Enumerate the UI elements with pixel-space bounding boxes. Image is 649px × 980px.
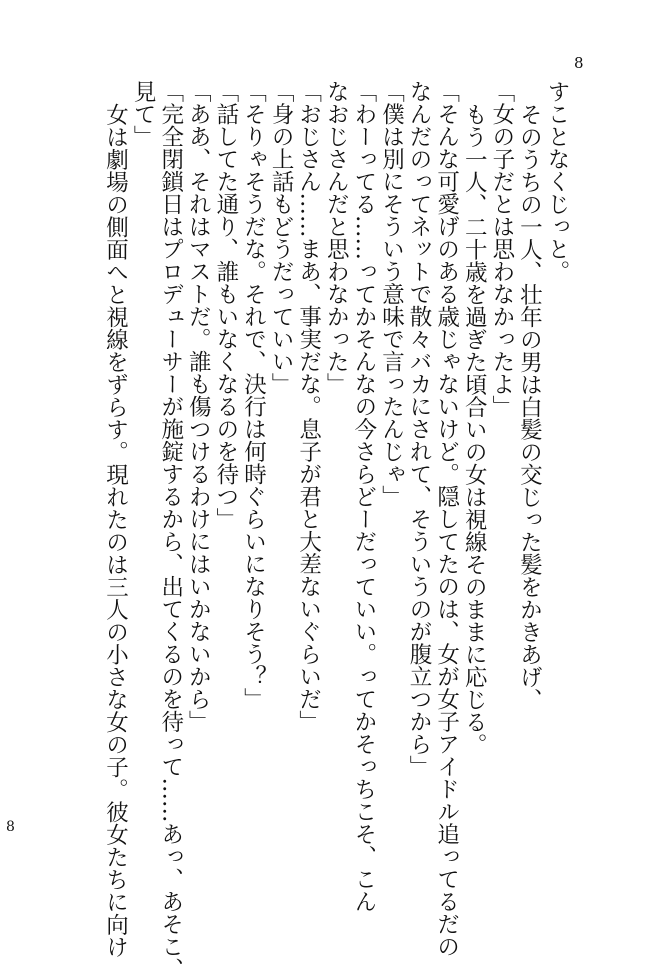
text-line: 「おじさん……まあ、事実だな。息子が君と大差ないぐらいだ」 (295, 80, 322, 733)
text-line: すことなくじっと。 (544, 80, 570, 283)
text-line: 見て」 (130, 80, 157, 148)
text-line: 「完全閉鎖日はプロデューサーが施錠するから、出てくるのを待って……あっ、あそこ、 (157, 80, 184, 980)
text-line: 「話してた通り、誰もいなくなるのを待つ」 (212, 80, 239, 530)
text-line: 「身の上話もどうだっていい」 (268, 80, 295, 395)
text-line: なんだのってネットで散々バカにされて、そういうのが腹立つから」 (406, 80, 433, 778)
text-line: 「ああ、それはマストだ。誰も傷つけるわけにはいかないから」 (185, 80, 212, 733)
text-line: 「僕は別にそういう意味で言ったんじゃ」 (378, 80, 405, 508)
text-line: 「そりゃそうだな。それで、決行は何時ぐらいになりそう？」 (240, 80, 267, 710)
text-line: なおじさんだと思わなかった」 (323, 80, 350, 395)
text-line: もう一人、二十歳を過ぎた頃合いの女は視線そのままに応じる。 (461, 102, 488, 755)
text-line: 「わーってる……ってかそんなの今さらどーだっていい。ってかそっちこそ、こん (350, 80, 377, 913)
body-text (101, 80, 570, 980)
edge-page-number: 8 (6, 819, 15, 835)
text-line: 女は劇場の側面へと視線をずらす。現れたのは三人の小さな女の子。彼女たちに向け (102, 102, 129, 958)
text-line: そのうちの一人、壮年の男は白髪の交じった髪をかきあげ、 (516, 102, 543, 710)
page-number: 8 (574, 54, 584, 72)
text-line: 「女の子だとは思わなかったよ」 (488, 80, 515, 418)
text-line: 「そんな可愛げのある歳じゃないけど。隠してたのは、女が女子アイドル追ってるだの (433, 80, 460, 958)
